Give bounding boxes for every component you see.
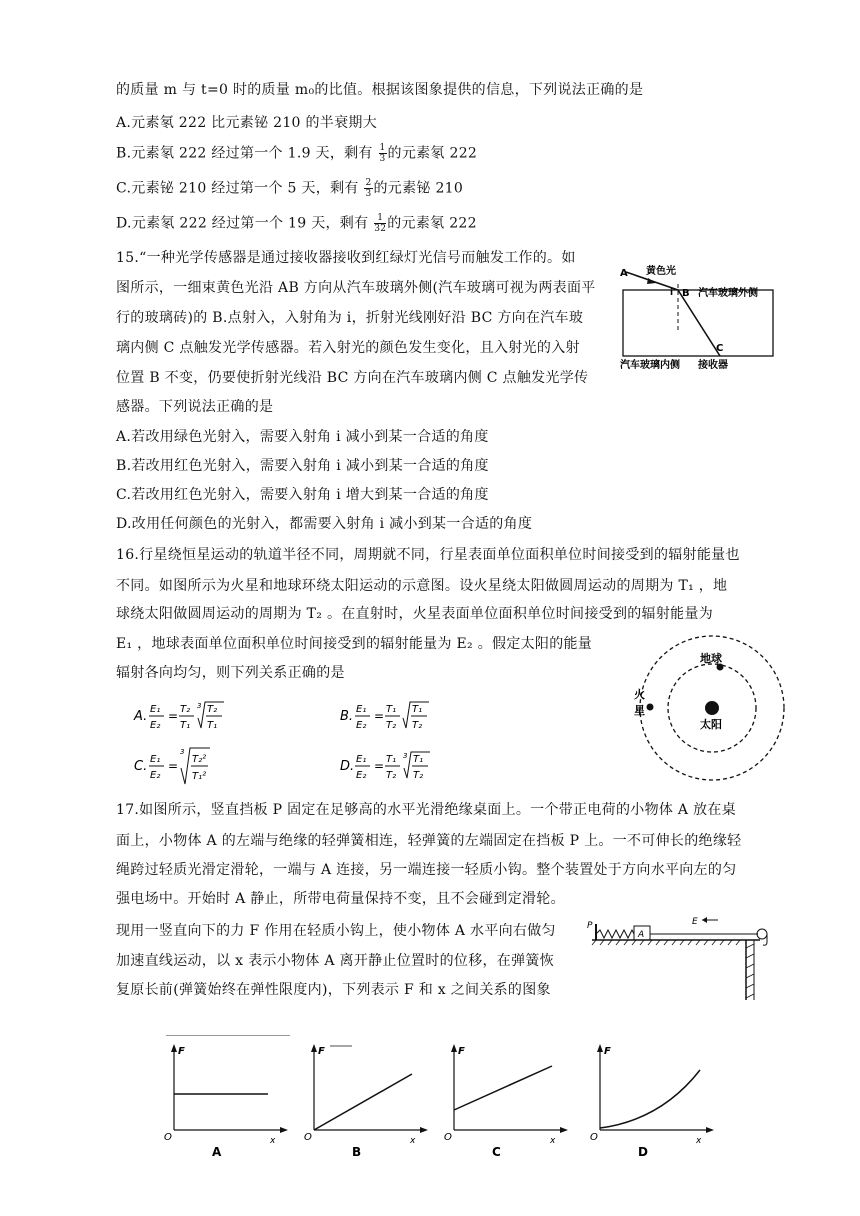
q14-option-a: A.元素氡 222 比元素铋 210 的半衰期大 — [116, 115, 378, 131]
q15-option-a: A.若改用绿色光射入，需要入射角 i 减小到某一合适的角度 — [116, 429, 489, 445]
svg-text:C.: C. — [134, 759, 148, 774]
q15-line-6: 感器。下列说法正确的是 — [116, 399, 274, 415]
graph-c — [440, 1040, 570, 1160]
q14-option-d: D.元素氡 222 经过第一个 19 天，剩有 $\frac{1}{32}$ 的元素氡 222 — [116, 213, 477, 234]
q16-line-3: 球绕太阳做圆周运动的周期为 T₂ 。在直射时，火星表面单位面积单位时间接受到的辐射能量为 — [116, 606, 714, 622]
q16-line-2: 不同。如图所示为火星和地球环绕太阳运动的示意图。设火星绕太阳做圆周运动的周期为 T₁ ，地 — [116, 578, 728, 594]
svg-text:E₂: E₂ — [356, 770, 367, 781]
q14-option-b: B.元素氡 222 经过第一个 1.9 天，剩有 $\frac{1}{3}$ 的元素氡 222 — [116, 143, 478, 164]
svg-text:B.: B. — [340, 709, 354, 724]
svg-text:=: = — [168, 759, 179, 773]
svg-text:O: O — [590, 1132, 598, 1143]
label-i: i — [670, 288, 674, 298]
svg-text:F: F — [458, 1046, 465, 1057]
svg-text:F: F — [318, 1046, 325, 1057]
fraction: $\frac{2}{3}$ — [365, 178, 372, 199]
pulley-icon — [757, 929, 767, 939]
label-p: P — [587, 921, 593, 931]
graph-a — [160, 1040, 290, 1160]
q15-option-b: B.若改用红色光射入，需要入射角 i 减小到某一合适的角度 — [116, 458, 489, 474]
svg-text:F: F — [178, 1046, 185, 1057]
svg-text:T₂: T₂ — [413, 770, 424, 781]
svg-text:E₁: E₁ — [150, 754, 161, 765]
q14-option-c: C.元素铋 210 经过第一个 5 天，剩有 $\frac{2}{3}$ 的元素铋 210 — [116, 178, 464, 199]
graph-c-label: C — [492, 1145, 501, 1159]
label-b: B — [682, 288, 690, 299]
svg-text:T₁: T₁ — [386, 754, 397, 765]
label-sun: 太阳 — [700, 718, 722, 731]
fraction: $\frac{1}{3}$ — [379, 143, 386, 164]
graph-d-curve — [600, 1070, 700, 1128]
q16-option-d — [340, 746, 460, 792]
q15-line-2: 图所示，一细束黄色光沿 AB 方向从汽车玻璃外侧(汽车玻璃可视为两表面平 — [116, 280, 596, 296]
fraction: $\frac{1}{32}$ — [374, 213, 387, 234]
label-mars-1: 火 — [634, 688, 645, 701]
svg-text:O: O — [164, 1132, 172, 1143]
svg-text:E₂: E₂ — [150, 770, 161, 781]
svg-text:E₁: E₁ — [150, 704, 161, 715]
spring — [596, 930, 634, 938]
left-arrow-icon — [702, 917, 707, 923]
label-c: C — [716, 343, 724, 354]
mars-icon — [647, 704, 654, 711]
q17-line-6: 加速直线运动，以 x 表示小物体 A 离开静止位置时的位移，在弹簧恢 — [116, 953, 555, 969]
svg-text:T₂: T₂ — [180, 704, 191, 715]
svg-text:T₁: T₁ — [413, 754, 424, 765]
svg-text:x: x — [550, 1136, 556, 1146]
graph-a-label: A — [212, 1145, 222, 1159]
q16-option-a — [134, 698, 254, 740]
svg-text:=: = — [374, 759, 385, 773]
label-e: E — [692, 917, 698, 927]
label-receiver: 接收器 — [698, 360, 728, 371]
q17-line-3: 绳跨过轻质光滑定滑轮，一端与 A 连接，另一端连接一轻质小钩。整个装置处于方向水平向左的匀 — [116, 862, 737, 878]
glass-refraction-figure — [618, 262, 778, 374]
spring-table-figure — [586, 912, 776, 1004]
q17-line-1: 17.如图所示，竖直挡板 P 固定在足够高的水平光滑绝缘桌面上。一个带正电荷的小物体 A 放在桌 — [116, 802, 736, 818]
q16-line-1: 16.行星绕恒星运动的轨道半径不同，周期就不同，行星表面单位面积单位时间接受到的辐射能量也 — [116, 547, 740, 563]
svg-text:=: = — [168, 709, 179, 723]
q15-line-4: 璃内侧 C 点触发光学传感器。若入射光的颜色发生变化，且入射光的入射 — [116, 340, 580, 356]
graph-d-label: D — [638, 1145, 648, 1159]
refracted-ray — [678, 290, 720, 356]
svg-text:T₁: T₁ — [207, 720, 218, 731]
q14-stem-tail: 的质量 m 与 t=0 时的质量 m₀的比值。根据该图象提供的信息，下列说法正确的是 — [116, 82, 644, 98]
svg-text:F: F — [604, 1046, 611, 1057]
graph-c-line — [454, 1066, 552, 1110]
graph-b-label: B — [352, 1145, 362, 1159]
q16-line-4: E₁ ，地球表面单位面积单位时间接受到的辐射能量为 E₂ 。假定太阳的能量 — [116, 636, 593, 652]
svg-text:T₁: T₁ — [412, 704, 423, 715]
svg-text:E₁: E₁ — [356, 704, 367, 715]
q16-line-5: 辐射各向均匀，则下列关系正确的是 — [116, 665, 345, 681]
svg-text:3: 3 — [197, 702, 202, 710]
svg-text:E₂: E₂ — [150, 720, 161, 731]
q17-line-4: 强电场中。开始时 A 静止，所带电荷量保持不变，且不会碰到定滑轮。 — [116, 891, 565, 907]
svg-text:3: 3 — [403, 752, 408, 760]
label-a: A — [620, 268, 628, 279]
svg-text:E₂: E₂ — [356, 720, 367, 731]
q15-line-3: 行的玻璃砖)的 B.点射入，入射角为 i，折射光线刚好沿 BC 方向在汽车玻 — [116, 310, 584, 326]
graph-b-line — [314, 1074, 412, 1130]
orbit-figure — [630, 632, 800, 792]
horizontal-rule — [166, 1035, 290, 1036]
q15-option-d: D.改用任何颜色的光射入，都需要入射角 i 减小到某一合适的角度 — [116, 516, 533, 532]
label-yellow-light: 黄色光 — [646, 266, 676, 277]
svg-text:O: O — [304, 1132, 312, 1143]
q17-line-5: 现用一竖直向下的力 F 作用在轻质小钩上，使小物体 A 水平向右做匀 — [116, 923, 556, 939]
arrow-icon — [647, 278, 656, 284]
svg-text:T₂²: T₂² — [192, 754, 207, 765]
svg-text:T₁²: T₁² — [192, 771, 207, 782]
q15-option-c: C.若改用红色光射入，需要入射角 i 增大到某一合适的角度 — [116, 487, 489, 503]
svg-text:=: = — [374, 709, 385, 723]
svg-text:T₂: T₂ — [386, 720, 397, 731]
graph-d — [586, 1040, 716, 1160]
svg-text:x: x — [270, 1136, 276, 1146]
label-inner-side: 汽车玻璃内侧 — [620, 360, 680, 371]
label-mars-2: 星 — [634, 704, 645, 717]
svg-text:A.: A. — [134, 709, 148, 724]
svg-text:x: x — [696, 1136, 702, 1146]
graph-b — [300, 1040, 430, 1160]
svg-text:T₂: T₂ — [386, 770, 397, 781]
label-outer-side: 汽车玻璃外侧 — [698, 288, 758, 299]
q16-option-c — [134, 746, 254, 792]
q16-option-b — [340, 698, 460, 740]
svg-text:T₁: T₁ — [386, 704, 397, 715]
svg-text:x: x — [410, 1136, 416, 1146]
svg-text:O: O — [444, 1132, 452, 1143]
svg-text:D.: D. — [340, 759, 355, 774]
svg-text:T₁: T₁ — [180, 720, 191, 731]
svg-text:T₂: T₂ — [207, 704, 218, 715]
svg-text:3: 3 — [180, 748, 185, 756]
svg-text:E₁: E₁ — [356, 754, 367, 765]
q17-line-2: 面上，小物体 A 的左端与绝缘的轻弹簧相连，轻弹簧的左端固定在挡板 P 上。一不可伸长的绝缘轻 — [116, 833, 742, 849]
sun-icon — [705, 701, 719, 715]
label-block-a: A — [638, 930, 645, 940]
label-earth: 地球 — [700, 652, 722, 665]
q15-line-5: 位置 B 不变，仍要使折射光线沿 BC 方向在汽车玻璃内侧 C 点触发光学传 — [116, 370, 589, 386]
q15-line-1: 15.“一种光学传感器是通过接收器接收到红绿灯光信号而触发工作的。如 — [116, 250, 576, 266]
svg-text:T₂: T₂ — [412, 720, 423, 731]
q17-line-7: 复原长前(弹簧始终在弹性限度内)，下列表示 F 和 x 之间关系的图象 — [116, 982, 551, 998]
